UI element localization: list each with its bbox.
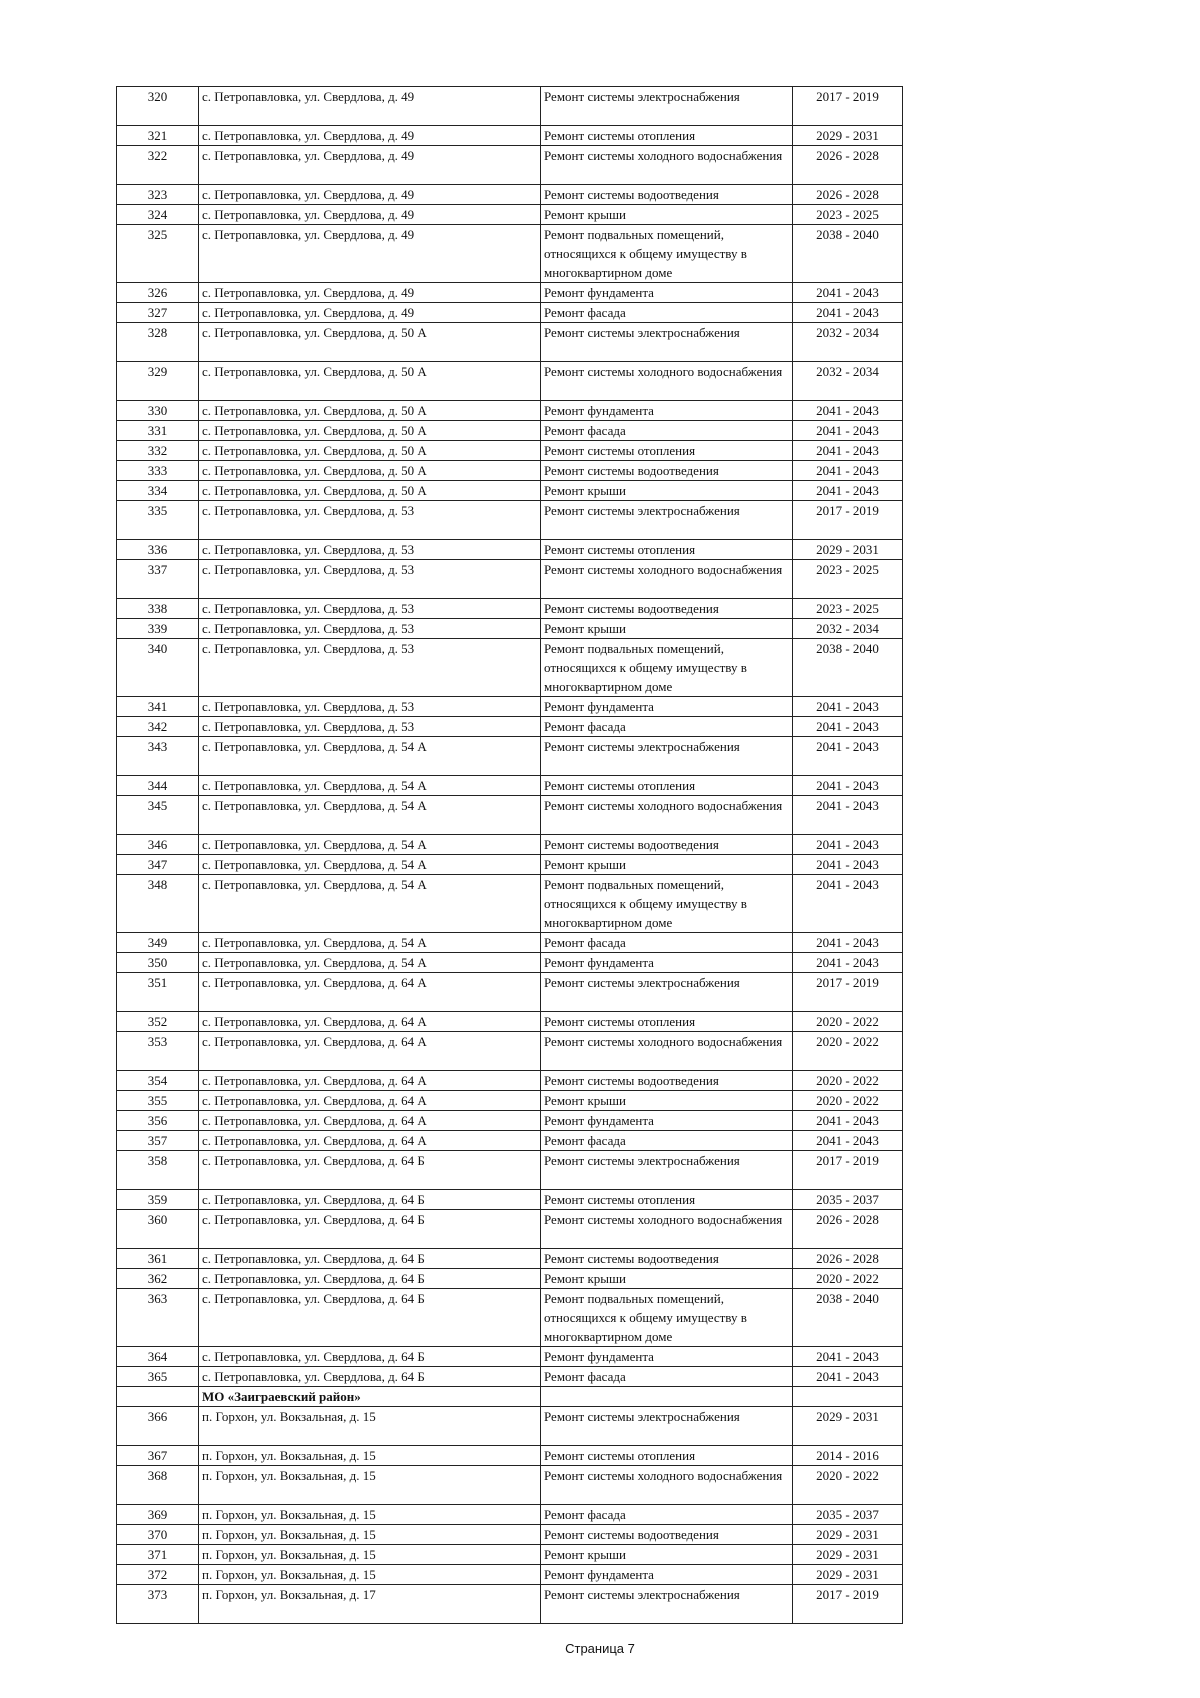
work-type-cell: Ремонт фасада: [541, 421, 793, 441]
work-type-cell: Ремонт крыши: [541, 1091, 793, 1111]
work-type-cell: Ремонт системы отопления: [541, 1012, 793, 1032]
work-type-cell: Ремонт системы холодного водоснабжения: [541, 362, 793, 401]
table-row: [117, 717, 903, 737]
address-cell: с. Петропавловка, ул. Свердлова, д. 64 А: [199, 1111, 541, 1131]
period-cell: 2032 - 2034: [793, 323, 903, 362]
row-number: 371: [117, 1545, 199, 1565]
period-cell: 2017 - 2019: [793, 1151, 903, 1190]
row-number: 364: [117, 1347, 199, 1367]
work-type-cell: Ремонт крыши: [541, 205, 793, 225]
work-type-cell: Ремонт фасада: [541, 1505, 793, 1525]
row-number: 369: [117, 1505, 199, 1525]
address-cell: с. Петропавловка, ул. Свердлова, д. 49: [199, 87, 541, 126]
period-cell: 2041 - 2043: [793, 1131, 903, 1151]
period-cell: 2041 - 2043: [793, 776, 903, 796]
address-cell: с. Петропавловка, ул. Свердлова, д. 54 А: [199, 953, 541, 973]
section-empty-cell: [541, 1387, 793, 1407]
address-cell: с. Петропавловка, ул. Свердлова, д. 64 Б: [199, 1190, 541, 1210]
table-row: [117, 1249, 903, 1269]
period-cell: 2041 - 2043: [793, 461, 903, 481]
work-type-cell: Ремонт системы холодного водоснабжения: [541, 1466, 793, 1505]
row-number: 337: [117, 560, 199, 599]
work-type-cell: Ремонт фундамента: [541, 1111, 793, 1131]
address-cell: с. Петропавловка, ул. Свердлова, д. 53: [199, 501, 541, 540]
work-type-cell: Ремонт фундамента: [541, 1565, 793, 1585]
page-number: Страница 7: [565, 1641, 635, 1656]
table-row: [117, 1012, 903, 1032]
address-cell: с. Петропавловка, ул. Свердлова, д. 64 А: [199, 1012, 541, 1032]
table-row: [117, 461, 903, 481]
address-cell: с. Петропавловка, ул. Свердлова, д. 64 Б: [199, 1347, 541, 1367]
work-type-cell: Ремонт подвальных помещений, относящихся к общему имуществу в многоквартирном доме: [541, 225, 793, 283]
address-cell: с. Петропавловка, ул. Свердлова, д. 54 А: [199, 933, 541, 953]
address-cell: с. Петропавловка, ул. Свердлова, д. 64 А: [199, 1091, 541, 1111]
row-number: 363: [117, 1289, 199, 1347]
row-number: 340: [117, 639, 199, 697]
period-cell: 2041 - 2043: [793, 303, 903, 323]
work-type-cell: Ремонт системы холодного водоснабжения: [541, 1210, 793, 1249]
table-row: [117, 1131, 903, 1151]
address-cell: п. Горхон, ул. Вокзальная, д. 15: [199, 1466, 541, 1505]
table-row: [117, 1525, 903, 1545]
period-cell: 2032 - 2034: [793, 362, 903, 401]
table-row: [117, 441, 903, 461]
work-type-cell: Ремонт системы отопления: [541, 126, 793, 146]
address-cell: с. Петропавловка, ул. Свердлова, д. 50 А: [199, 461, 541, 481]
table-row: [117, 1151, 903, 1190]
period-cell: 2017 - 2019: [793, 501, 903, 540]
table-row: [117, 1269, 903, 1289]
period-cell: 2020 - 2022: [793, 1466, 903, 1505]
address-cell: с. Петропавловка, ул. Свердлова, д. 54 А: [199, 737, 541, 776]
table-row: [117, 560, 903, 599]
address-cell: с. Петропавловка, ул. Свердлова, д. 50 А: [199, 441, 541, 461]
work-type-cell: Ремонт фундамента: [541, 401, 793, 421]
work-type-cell: Ремонт системы водоотведения: [541, 185, 793, 205]
row-number: 373: [117, 1585, 199, 1624]
table-row: [117, 1565, 903, 1585]
row-number: 344: [117, 776, 199, 796]
table-row: [117, 225, 903, 283]
work-type-cell: Ремонт системы электроснабжения: [541, 1407, 793, 1446]
period-cell: 2017 - 2019: [793, 87, 903, 126]
row-number: 348: [117, 875, 199, 933]
row-number: 351: [117, 973, 199, 1012]
work-type-cell: Ремонт системы водоотведения: [541, 1249, 793, 1269]
address-cell: с. Петропавловка, ул. Свердлова, д. 49: [199, 146, 541, 185]
table-row: [117, 1111, 903, 1131]
work-type-cell: Ремонт подвальных помещений, относящихся к общему имуществу в многоквартирном доме: [541, 875, 793, 933]
address-cell: с. Петропавловка, ул. Свердлова, д. 64 А: [199, 1131, 541, 1151]
address-cell: с. Петропавловка, ул. Свердлова, д. 64 А: [199, 973, 541, 1012]
table-row: [117, 87, 903, 126]
period-cell: 2020 - 2022: [793, 1091, 903, 1111]
work-type-cell: Ремонт крыши: [541, 619, 793, 639]
work-type-cell: Ремонт крыши: [541, 481, 793, 501]
row-number: 353: [117, 1032, 199, 1071]
row-number: 350: [117, 953, 199, 973]
section-title: МО «Заиграевский район»: [199, 1387, 541, 1407]
row-number: 354: [117, 1071, 199, 1091]
table-row: [117, 835, 903, 855]
section-empty-cell: [117, 1387, 199, 1407]
work-type-cell: Ремонт системы водоотведения: [541, 1071, 793, 1091]
row-number: 370: [117, 1525, 199, 1545]
work-type-cell: Ремонт крыши: [541, 855, 793, 875]
period-cell: 2041 - 2043: [793, 796, 903, 835]
work-type-cell: Ремонт системы водоотведения: [541, 835, 793, 855]
period-cell: 2041 - 2043: [793, 933, 903, 953]
table-row: [117, 1585, 903, 1624]
work-type-cell: Ремонт фасада: [541, 1131, 793, 1151]
table-row: [117, 973, 903, 1012]
period-cell: 2029 - 2031: [793, 1565, 903, 1585]
work-type-cell: Ремонт системы электроснабжения: [541, 973, 793, 1012]
address-cell: с. Петропавловка, ул. Свердлова, д. 50 А: [199, 401, 541, 421]
period-cell: 2029 - 2031: [793, 1545, 903, 1565]
table-row: [117, 933, 903, 953]
address-cell: с. Петропавловка, ул. Свердлова, д. 49: [199, 205, 541, 225]
work-type-cell: Ремонт системы отопления: [541, 1190, 793, 1210]
table-row: [117, 1190, 903, 1210]
period-cell: 2041 - 2043: [793, 717, 903, 737]
work-type-cell: Ремонт системы холодного водоснабжения: [541, 1032, 793, 1071]
row-number: 342: [117, 717, 199, 737]
row-number: 341: [117, 697, 199, 717]
work-type-cell: Ремонт системы водоотведения: [541, 461, 793, 481]
address-cell: с. Петропавловка, ул. Свердлова, д. 54 А: [199, 835, 541, 855]
period-cell: 2020 - 2022: [793, 1071, 903, 1091]
table-row: [117, 481, 903, 501]
work-type-cell: Ремонт системы водоотведения: [541, 599, 793, 619]
address-cell: с. Петропавловка, ул. Свердлова, д. 64 Б: [199, 1367, 541, 1387]
row-number: 372: [117, 1565, 199, 1585]
table-row: [117, 776, 903, 796]
row-number: 366: [117, 1407, 199, 1446]
row-number: 326: [117, 283, 199, 303]
address-cell: с. Петропавловка, ул. Свердлова, д. 53: [199, 639, 541, 697]
repair-schedule-table: [116, 86, 903, 1624]
address-cell: с. Петропавловка, ул. Свердлова, д. 53: [199, 717, 541, 737]
work-type-cell: Ремонт системы холодного водоснабжения: [541, 560, 793, 599]
address-cell: с. Петропавловка, ул. Свердлова, д. 64 А: [199, 1071, 541, 1091]
table-row: [117, 1091, 903, 1111]
table-row: [117, 1407, 903, 1446]
period-cell: 2038 - 2040: [793, 225, 903, 283]
section-empty-cell: [793, 1387, 903, 1407]
period-cell: 2026 - 2028: [793, 1249, 903, 1269]
period-cell: 2029 - 2031: [793, 1525, 903, 1545]
address-cell: с. Петропавловка, ул. Свердлова, д. 50 А: [199, 481, 541, 501]
table-row: [117, 323, 903, 362]
work-type-cell: Ремонт фасада: [541, 303, 793, 323]
table-row: [117, 1289, 903, 1347]
row-number: 360: [117, 1210, 199, 1249]
period-cell: 2023 - 2025: [793, 599, 903, 619]
table-row: [117, 855, 903, 875]
row-number: 355: [117, 1091, 199, 1111]
period-cell: 2032 - 2034: [793, 619, 903, 639]
row-number: 361: [117, 1249, 199, 1269]
address-cell: с. Петропавловка, ул. Свердлова, д. 53: [199, 697, 541, 717]
address-cell: с. Петропавловка, ул. Свердлова, д. 54 А: [199, 776, 541, 796]
table-row: [117, 1071, 903, 1091]
address-cell: с. Петропавловка, ул. Свердлова, д. 49: [199, 225, 541, 283]
address-cell: с. Петропавловка, ул. Свердлова, д. 49: [199, 126, 541, 146]
table-row: [117, 1505, 903, 1525]
address-cell: с. Петропавловка, ул. Свердлова, д. 50 А: [199, 362, 541, 401]
address-cell: с. Петропавловка, ул. Свердлова, д. 54 А: [199, 875, 541, 933]
work-type-cell: Ремонт системы электроснабжения: [541, 737, 793, 776]
period-cell: 2029 - 2031: [793, 126, 903, 146]
period-cell: 2041 - 2043: [793, 283, 903, 303]
work-type-cell: Ремонт системы холодного водоснабжения: [541, 146, 793, 185]
work-type-cell: Ремонт фасада: [541, 1367, 793, 1387]
period-cell: 2020 - 2022: [793, 1012, 903, 1032]
row-number: 327: [117, 303, 199, 323]
period-cell: 2035 - 2037: [793, 1190, 903, 1210]
row-number: 356: [117, 1111, 199, 1131]
row-number: 331: [117, 421, 199, 441]
row-number: 336: [117, 540, 199, 560]
table-row: [117, 1446, 903, 1466]
row-number: 322: [117, 146, 199, 185]
address-cell: с. Петропавловка, ул. Свердлова, д. 50 А: [199, 421, 541, 441]
table-row: [117, 639, 903, 697]
period-cell: 2026 - 2028: [793, 185, 903, 205]
table-row: [117, 953, 903, 973]
period-cell: 2041 - 2043: [793, 835, 903, 855]
table-row: [117, 1367, 903, 1387]
row-number: 324: [117, 205, 199, 225]
period-cell: 2041 - 2043: [793, 421, 903, 441]
work-type-cell: Ремонт системы отопления: [541, 441, 793, 461]
row-number: 346: [117, 835, 199, 855]
work-type-cell: Ремонт системы электроснабжения: [541, 1585, 793, 1624]
work-type-cell: Ремонт подвальных помещений, относящихся к общему имуществу в многоквартирном доме: [541, 1289, 793, 1347]
table-row: [117, 303, 903, 323]
period-cell: 2041 - 2043: [793, 737, 903, 776]
row-number: 352: [117, 1012, 199, 1032]
table-row: [117, 146, 903, 185]
address-cell: с. Петропавловка, ул. Свердлова, д. 64 Б: [199, 1151, 541, 1190]
work-type-cell: Ремонт фасада: [541, 717, 793, 737]
work-type-cell: Ремонт системы электроснабжения: [541, 87, 793, 126]
table-row: [117, 599, 903, 619]
period-cell: 2017 - 2019: [793, 973, 903, 1012]
work-type-cell: Ремонт подвальных помещений, относящихся к общему имуществу в многоквартирном доме: [541, 639, 793, 697]
work-type-cell: Ремонт системы отопления: [541, 540, 793, 560]
period-cell: 2041 - 2043: [793, 953, 903, 973]
address-cell: с. Петропавловка, ул. Свердлова, д. 50 А: [199, 323, 541, 362]
table-row: [117, 1347, 903, 1367]
address-cell: п. Горхон, ул. Вокзальная, д. 15: [199, 1446, 541, 1466]
period-cell: 2029 - 2031: [793, 540, 903, 560]
table-row: [117, 1032, 903, 1071]
address-cell: с. Петропавловка, ул. Свердлова, д. 49: [199, 303, 541, 323]
row-number: 320: [117, 87, 199, 126]
period-cell: 2029 - 2031: [793, 1407, 903, 1446]
work-type-cell: Ремонт системы электроснабжения: [541, 1151, 793, 1190]
period-cell: 2038 - 2040: [793, 639, 903, 697]
table-row: [117, 501, 903, 540]
period-cell: 2017 - 2019: [793, 1585, 903, 1624]
period-cell: 2023 - 2025: [793, 560, 903, 599]
period-cell: 2038 - 2040: [793, 1289, 903, 1347]
period-cell: 2014 - 2016: [793, 1446, 903, 1466]
section-header-row: [117, 1387, 903, 1407]
address-cell: с. Петропавловка, ул. Свердлова, д. 53: [199, 540, 541, 560]
work-type-cell: Ремонт системы электроснабжения: [541, 501, 793, 540]
address-cell: с. Петропавловка, ул. Свердлова, д. 54 А: [199, 796, 541, 835]
address-cell: п. Горхон, ул. Вокзальная, д. 15: [199, 1565, 541, 1585]
row-number: 328: [117, 323, 199, 362]
address-cell: п. Горхон, ул. Вокзальная, д. 15: [199, 1525, 541, 1545]
address-cell: с. Петропавловка, ул. Свердлова, д. 54 А: [199, 855, 541, 875]
work-type-cell: Ремонт фасада: [541, 933, 793, 953]
address-cell: с. Петропавловка, ул. Свердлова, д. 64 Б: [199, 1269, 541, 1289]
row-number: 338: [117, 599, 199, 619]
row-number: 334: [117, 481, 199, 501]
row-number: 332: [117, 441, 199, 461]
row-number: 359: [117, 1190, 199, 1210]
period-cell: 2041 - 2043: [793, 441, 903, 461]
period-cell: 2020 - 2022: [793, 1269, 903, 1289]
table-row: [117, 421, 903, 441]
address-cell: п. Горхон, ул. Вокзальная, д. 17: [199, 1585, 541, 1624]
work-type-cell: Ремонт системы водоотведения: [541, 1525, 793, 1545]
period-cell: 2026 - 2028: [793, 1210, 903, 1249]
table-row: [117, 796, 903, 835]
table-row: [117, 1210, 903, 1249]
period-cell: 2041 - 2043: [793, 1111, 903, 1131]
row-number: 357: [117, 1131, 199, 1151]
work-type-cell: Ремонт системы холодного водоснабжения: [541, 796, 793, 835]
period-cell: 2035 - 2037: [793, 1505, 903, 1525]
address-cell: с. Петропавловка, ул. Свердлова, д. 64 Б: [199, 1210, 541, 1249]
row-number: 321: [117, 126, 199, 146]
work-type-cell: Ремонт системы отопления: [541, 1446, 793, 1466]
period-cell: 2041 - 2043: [793, 855, 903, 875]
address-cell: п. Горхон, ул. Вокзальная, д. 15: [199, 1407, 541, 1446]
work-type-cell: Ремонт фундамента: [541, 283, 793, 303]
row-number: 367: [117, 1446, 199, 1466]
row-number: 343: [117, 737, 199, 776]
table-row: [117, 283, 903, 303]
period-cell: 2041 - 2043: [793, 401, 903, 421]
address-cell: с. Петропавловка, ул. Свердлова, д. 64 Б: [199, 1249, 541, 1269]
work-type-cell: Ремонт крыши: [541, 1269, 793, 1289]
work-type-cell: Ремонт фундамента: [541, 953, 793, 973]
table-row: [117, 185, 903, 205]
row-number: 358: [117, 1151, 199, 1190]
work-type-cell: Ремонт системы электроснабжения: [541, 323, 793, 362]
row-number: 333: [117, 461, 199, 481]
table-row: [117, 697, 903, 717]
row-number: 335: [117, 501, 199, 540]
period-cell: 2041 - 2043: [793, 1347, 903, 1367]
row-number: 362: [117, 1269, 199, 1289]
table-row: [117, 1466, 903, 1505]
work-type-cell: Ремонт фундамента: [541, 697, 793, 717]
table-row: [117, 619, 903, 639]
period-cell: 2041 - 2043: [793, 1367, 903, 1387]
period-cell: 2026 - 2028: [793, 146, 903, 185]
row-number: 365: [117, 1367, 199, 1387]
work-type-cell: Ремонт крыши: [541, 1545, 793, 1565]
work-type-cell: Ремонт системы отопления: [541, 776, 793, 796]
address-cell: с. Петропавловка, ул. Свердлова, д. 53: [199, 619, 541, 639]
table-row: [117, 205, 903, 225]
table-row: [117, 401, 903, 421]
row-number: 325: [117, 225, 199, 283]
table-row: [117, 875, 903, 933]
row-number: 347: [117, 855, 199, 875]
row-number: 330: [117, 401, 199, 421]
table-row: [117, 1545, 903, 1565]
table-row: [117, 126, 903, 146]
address-cell: с. Петропавловка, ул. Свердлова, д. 53: [199, 560, 541, 599]
period-cell: 2020 - 2022: [793, 1032, 903, 1071]
row-number: 329: [117, 362, 199, 401]
row-number: 368: [117, 1466, 199, 1505]
table-row: [117, 737, 903, 776]
period-cell: 2041 - 2043: [793, 875, 903, 933]
table-body: [117, 87, 903, 1624]
period-cell: 2041 - 2043: [793, 697, 903, 717]
row-number: 345: [117, 796, 199, 835]
row-number: 339: [117, 619, 199, 639]
address-cell: с. Петропавловка, ул. Свердлова, д. 49: [199, 283, 541, 303]
row-number: 323: [117, 185, 199, 205]
table-row: [117, 362, 903, 401]
work-type-cell: Ремонт фундамента: [541, 1347, 793, 1367]
table-row: [117, 540, 903, 560]
period-cell: 2023 - 2025: [793, 205, 903, 225]
address-cell: п. Горхон, ул. Вокзальная, д. 15: [199, 1505, 541, 1525]
address-cell: с. Петропавловка, ул. Свердлова, д. 64 А: [199, 1032, 541, 1071]
address-cell: с. Петропавловка, ул. Свердлова, д. 49: [199, 185, 541, 205]
address-cell: п. Горхон, ул. Вокзальная, д. 15: [199, 1545, 541, 1565]
address-cell: с. Петропавловка, ул. Свердлова, д. 64 Б: [199, 1289, 541, 1347]
address-cell: с. Петропавловка, ул. Свердлова, д. 53: [199, 599, 541, 619]
row-number: 349: [117, 933, 199, 953]
period-cell: 2041 - 2043: [793, 481, 903, 501]
